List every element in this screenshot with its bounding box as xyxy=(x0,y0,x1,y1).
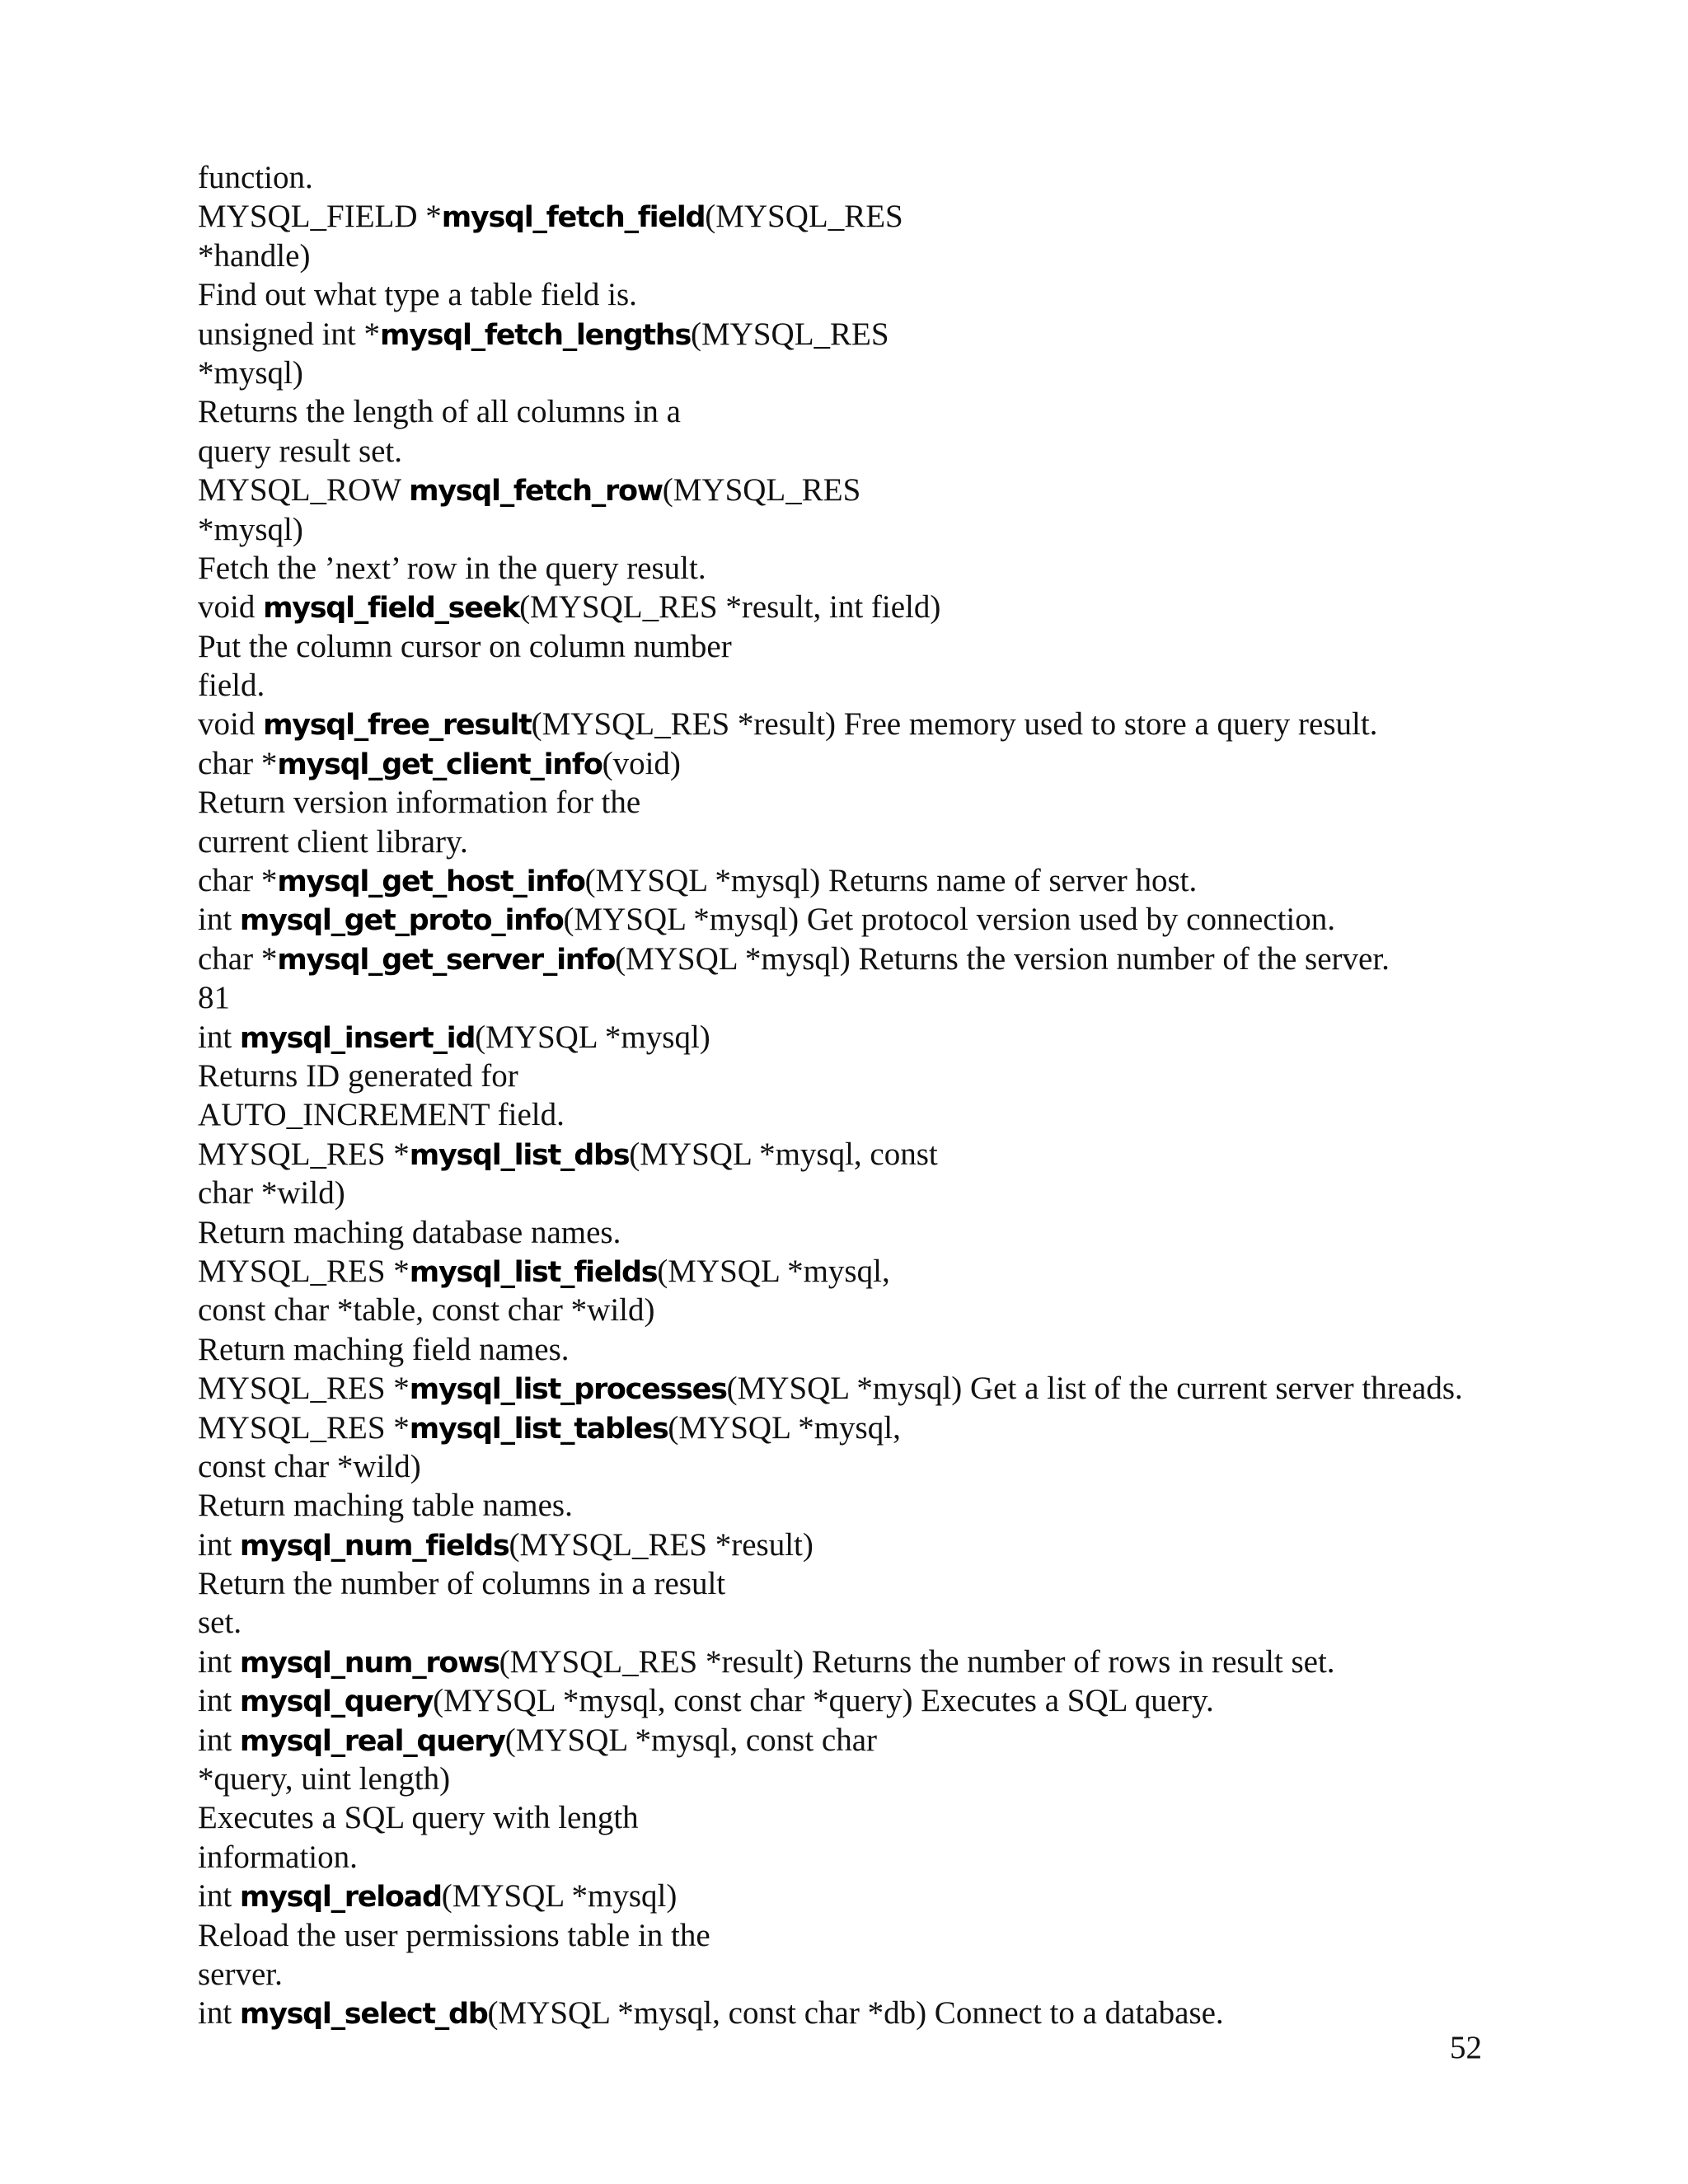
line-text: MYSQL_RES * xyxy=(198,1253,410,1289)
text-line xyxy=(198,783,1517,822)
line-text: AUTO_INCREMENT field. xyxy=(198,1097,565,1133)
function-name: mysql_reload xyxy=(239,1881,442,1915)
text-line xyxy=(198,1643,1517,1681)
line-text: int xyxy=(198,1722,240,1758)
line-text: Fetch the ’next’ row in the query result. xyxy=(198,550,706,586)
text-line xyxy=(198,1798,1517,1837)
line-text: int xyxy=(198,1019,240,1055)
function-name: mysql_num_rows xyxy=(239,1646,499,1680)
function-signature-text: (MYSQL *mysql, xyxy=(668,1409,901,1446)
line-text: MYSQL_RES * xyxy=(198,1136,410,1172)
function-name: mysql_field_seek xyxy=(263,592,520,626)
text-line xyxy=(198,237,1517,275)
function-signature-text: (void) xyxy=(602,745,681,781)
text-line xyxy=(198,1447,1517,1486)
text-line xyxy=(198,315,1517,354)
text-line xyxy=(198,510,1517,549)
function-signature-text: (MYSQL *mysql) Returns name of server host. xyxy=(584,863,1198,899)
function-signature-text: (MYSQL *mysql, const xyxy=(629,1136,938,1172)
text-line xyxy=(198,588,1517,626)
text-line xyxy=(198,1526,1517,1564)
function-name: mysql_get_host_info xyxy=(277,865,585,899)
text-line xyxy=(198,1291,1517,1329)
text-line xyxy=(198,1252,1517,1291)
function-signature-text: (MYSQL *mysql, const char *query) Executes a SQL query. xyxy=(433,1683,1214,1719)
line-text: information. xyxy=(198,1839,358,1875)
function-signature-text: (MYSQL *mysql, const char xyxy=(504,1722,878,1758)
function-name: mysql_list_tables xyxy=(409,1412,668,1446)
line-text: char * xyxy=(198,745,278,781)
line-text: Executes a SQL query with length xyxy=(198,1800,639,1836)
text-line xyxy=(198,1213,1517,1252)
line-text: char * xyxy=(198,940,278,977)
line-text: *query, uint length) xyxy=(198,1761,451,1797)
function-signature-text: (MYSQL *mysql, xyxy=(657,1253,890,1289)
line-text: Returns the length of all columns in a xyxy=(198,394,681,430)
line-text: int xyxy=(198,1643,240,1680)
function-name: mysql_select_db xyxy=(239,1998,488,2032)
line-text: field. xyxy=(198,668,265,704)
text-line xyxy=(198,900,1517,939)
text-line xyxy=(198,1057,1517,1095)
function-name: mysql_get_client_info xyxy=(277,748,603,781)
text-line xyxy=(198,471,1517,509)
text-line xyxy=(198,1603,1517,1642)
text-line xyxy=(198,1408,1517,1447)
text-line xyxy=(198,823,1517,861)
text-line xyxy=(198,1994,1517,2032)
text-line xyxy=(198,1838,1517,1877)
text-line xyxy=(198,1174,1517,1212)
line-text: *mysql) xyxy=(198,511,303,547)
function-name: mysql_get_server_info xyxy=(277,943,616,977)
function-signature-text: (MYSQL_RES xyxy=(691,316,889,352)
function-name: mysql_fetch_field xyxy=(441,201,706,235)
line-text: Return maching database names. xyxy=(198,1214,621,1250)
line-text: Return the number of columns in a result xyxy=(198,1566,726,1602)
text-line xyxy=(198,1916,1517,1955)
text-line xyxy=(198,1486,1517,1525)
line-text: MYSQL_RES * xyxy=(198,1371,410,1407)
line-text: int xyxy=(198,1526,240,1563)
page-number: 52 xyxy=(1450,2030,1482,2065)
function-name: mysql_get_proto_info xyxy=(239,904,564,938)
line-text: Put the column cursor on column number xyxy=(198,628,732,664)
text-line xyxy=(198,940,1517,978)
line-text: char *wild) xyxy=(198,1175,345,1212)
line-text: query result set. xyxy=(198,433,403,469)
function-signature-text: (MYSQL_RES *result) Returns the number of rows in result set. xyxy=(499,1643,1335,1680)
text-line xyxy=(198,432,1517,471)
line-text: Reload the user permissions table in the xyxy=(198,1917,710,1953)
line-text: int xyxy=(198,1683,240,1719)
function-name: mysql_list_fields xyxy=(409,1255,658,1289)
text-line xyxy=(198,1330,1517,1369)
line-text: server. xyxy=(198,1956,283,1992)
text-line xyxy=(198,627,1517,666)
line-text: Find out what type a table field is. xyxy=(198,277,637,313)
function-signature-text: (MYSQL_RES *result, int field) xyxy=(519,589,941,626)
line-text: Return version information for the xyxy=(198,785,641,821)
line-text: *mysql) xyxy=(198,354,303,391)
text-line xyxy=(198,1760,1517,1798)
line-text: void xyxy=(198,589,264,626)
function-name: mysql_list_processes xyxy=(409,1373,727,1407)
line-text: int xyxy=(198,1995,240,2032)
function-name: mysql_list_dbs xyxy=(409,1138,630,1172)
line-text: unsigned int * xyxy=(198,316,380,352)
line-text: current client library. xyxy=(198,823,468,860)
function-signature-text: (MYSQL_RES *result) xyxy=(509,1526,814,1563)
function-signature-text: (MYSQL *mysql) Get protocol version used by connection. xyxy=(563,902,1336,938)
function-signature-text: (MYSQL *mysql) Get a list of the current server threads. xyxy=(726,1371,1463,1407)
text-line xyxy=(198,1681,1517,1720)
line-text: Returns ID generated for xyxy=(198,1057,518,1094)
line-text: Return maching field names. xyxy=(198,1331,570,1367)
line-text: function. xyxy=(198,160,313,195)
text-line xyxy=(198,978,1517,1017)
text-line xyxy=(198,1955,1517,1994)
line-text: set. xyxy=(198,1605,242,1641)
line-text: Return maching table names. xyxy=(198,1488,573,1524)
text-line xyxy=(198,158,1517,197)
function-signature-text: (MYSQL *mysql) Returns the version number of the server. xyxy=(615,940,1390,977)
document-body xyxy=(198,158,1517,2033)
function-name: mysql_insert_id xyxy=(239,1021,476,1055)
function-name: mysql_fetch_row xyxy=(409,475,663,509)
function-name: mysql_query xyxy=(239,1685,434,1719)
function-name: mysql_num_fields xyxy=(239,1529,509,1563)
line-text: char * xyxy=(198,863,278,899)
line-text: MYSQL_ROW xyxy=(198,472,410,509)
text-line xyxy=(198,197,1517,236)
function-signature-text: (MYSQL *mysql, const char *db) Connect to a database. xyxy=(487,1995,1224,2032)
text-line xyxy=(198,1564,1517,1603)
text-line xyxy=(198,705,1517,743)
line-text: int xyxy=(198,902,240,938)
text-line xyxy=(198,1877,1517,1915)
line-text: const char *wild) xyxy=(198,1448,421,1484)
function-signature-text: (MYSQL_RES xyxy=(705,199,903,235)
function-name: mysql_real_query xyxy=(239,1724,505,1758)
line-text: 81 xyxy=(198,980,230,1016)
text-line xyxy=(198,354,1517,392)
function-name: mysql_free_result xyxy=(263,709,532,743)
text-line xyxy=(198,1018,1517,1057)
function-signature-text: (MYSQL *mysql) xyxy=(475,1019,710,1055)
text-line xyxy=(198,744,1517,783)
line-text: MYSQL_FIELD * xyxy=(198,199,442,235)
text-line xyxy=(198,549,1517,588)
function-signature-text: (MYSQL_RES *result) Free memory used to store a query result. xyxy=(531,706,1378,743)
line-text: MYSQL_RES * xyxy=(198,1409,410,1446)
line-text: *handle) xyxy=(198,237,311,274)
function-signature-text: (MYSQL *mysql) xyxy=(441,1878,678,1915)
function-name: mysql_fetch_lengths xyxy=(380,318,692,352)
text-line xyxy=(198,666,1517,705)
line-text: void xyxy=(198,706,264,743)
text-line xyxy=(198,1095,1517,1134)
text-line xyxy=(198,392,1517,431)
line-text: const char *table, const char *wild) xyxy=(198,1292,655,1329)
text-line xyxy=(198,1135,1517,1174)
text-line xyxy=(198,1721,1517,1760)
text-line xyxy=(198,1369,1517,1408)
line-text: int xyxy=(198,1878,240,1915)
function-signature-text: (MYSQL_RES xyxy=(662,472,861,509)
text-line xyxy=(198,275,1517,314)
text-line xyxy=(198,861,1517,900)
